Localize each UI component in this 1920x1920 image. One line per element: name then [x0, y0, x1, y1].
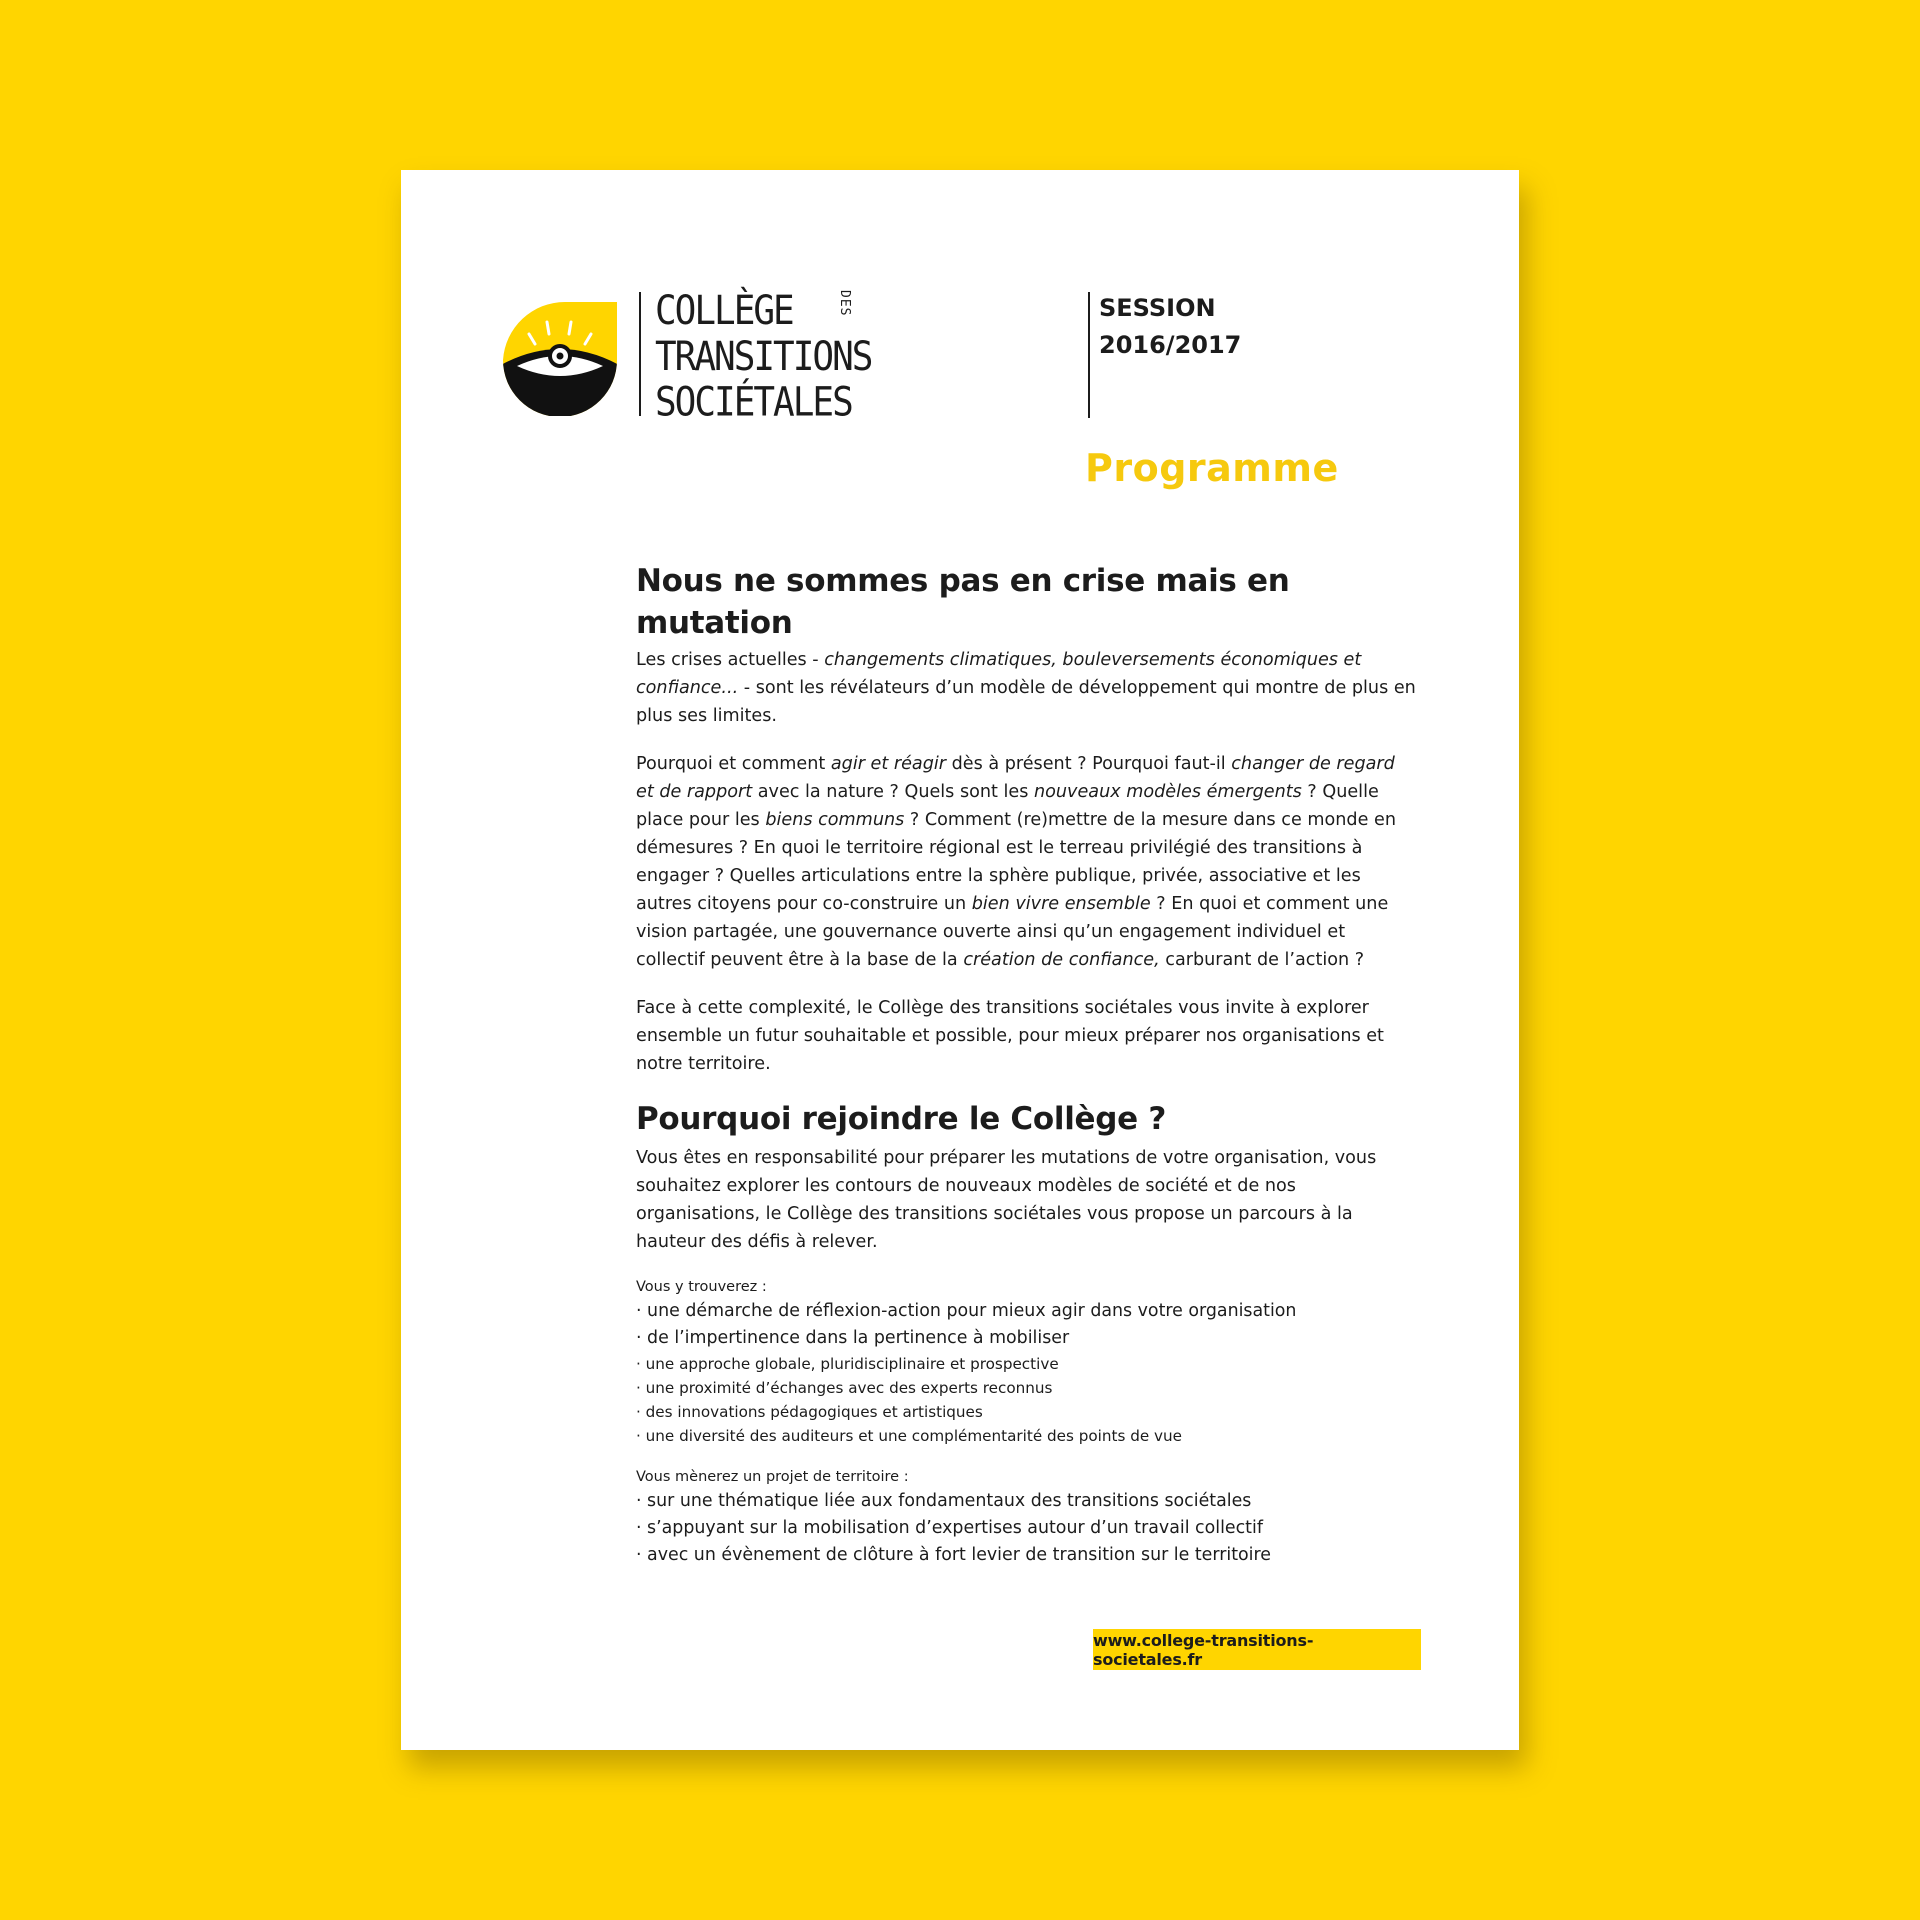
section1-paragraph-1: Les crises actuelles - changements climatiques, bouleversements économiques et confiance... - sont les révélateurs d’un modèle de développement qui montre de plus en plus ses limites. [636, 650, 1416, 726]
logo-line-transitions: TRANSITIONS [655, 333, 872, 380]
list-item: · sur une thématique liée aux fondamentaux des transitions sociétales [636, 1491, 1252, 1511]
college-logo [499, 288, 899, 426]
section2-title: Pourquoi rejoindre le Collège ? [636, 1101, 1167, 1137]
session-label: SESSION [1099, 294, 1216, 322]
list-item: · une proximité d’échanges avec des experts reconnus [636, 1379, 1053, 1397]
section1-paragraph-3: Face à cette complexité, le Collège des transitions sociétales vous invite à explorer ensemble un futur souhaitable et possible, pour mieux préparer nos organisations et notre territoire. [636, 998, 1384, 1074]
list1-intro: Vous y trouverez : [636, 1279, 767, 1295]
logo-line-societales: SOCIÉTALES [655, 379, 852, 426]
list-item: · avec un évènement de clôture à fort levier de transition sur le territoire [636, 1545, 1271, 1565]
website-link[interactable]: www.college-transitions-societales.fr [1093, 1629, 1421, 1670]
programme-heading: Programme [1085, 446, 1339, 490]
list1 [636, 1298, 1416, 1448]
main-content [636, 560, 1416, 1569]
logo-des: DES [837, 290, 852, 317]
section1-paragraph-2: Pourquoi et comment agir et réagir dès à présent ? Pourquoi faut-il changer de regard et de rapport avec la nature ? Quels sont les nouveaux modèles émergents ? Quelle place pour les biens communs ? Comment (re)mettre de la mesure dans ce monde en démesures ? En quoi le territoire régional est le terreau privilégié des transitions à engager ? Quelles articulations entre la sphère publique, privée, associative et les autres citoyens pour co-construire un bien vivre ensemble ? En quoi et comment une vision partagée, une gouvernance ouverte ainsi qu’un engagement individuel et collectif peuvent être à la base de la création de confiance, carburant de l’action ? [636, 754, 1396, 970]
session-block [1099, 290, 1241, 364]
list-item: · s’appuyant sur la mobilisation d’expertises autour d’un travail collectif [636, 1518, 1263, 1538]
list-item: · de l’impertinence dans la pertinence à mobiliser [636, 1328, 1070, 1348]
list-item: · une approche globale, pluridisciplinaire et prospective [636, 1355, 1059, 1373]
list-item: · une démarche de réflexion-action pour mieux agir dans votre organisation [636, 1301, 1297, 1321]
list2 [636, 1488, 1416, 1569]
logo-divider [639, 292, 641, 416]
document-page [401, 170, 1519, 1750]
section2-paragraph-1: Vous êtes en responsabilité pour préparer les mutations de votre organisation, vous souhaitez explorer les contours de nouveaux modèles de société et de nos organisations, le Collège des transitions sociétales vous propose un parcours à la hauteur des défis à relever. [636, 1148, 1377, 1252]
logo-line-college: COLLÈGE [655, 288, 793, 334]
eye-logo-icon [499, 294, 621, 416]
session-years: 2016/2017 [1099, 331, 1242, 359]
list2-intro: Vous mènerez un projet de territoire : [636, 1469, 909, 1485]
list-item: · une diversité des auditeurs et une complémentarité des points de vue [636, 1427, 1182, 1445]
list-item: · des innovations pédagogiques et artistiques [636, 1403, 983, 1421]
session-divider [1088, 292, 1090, 418]
section1-title: Nous ne sommes pas en crise mais en mutation [636, 563, 1290, 641]
